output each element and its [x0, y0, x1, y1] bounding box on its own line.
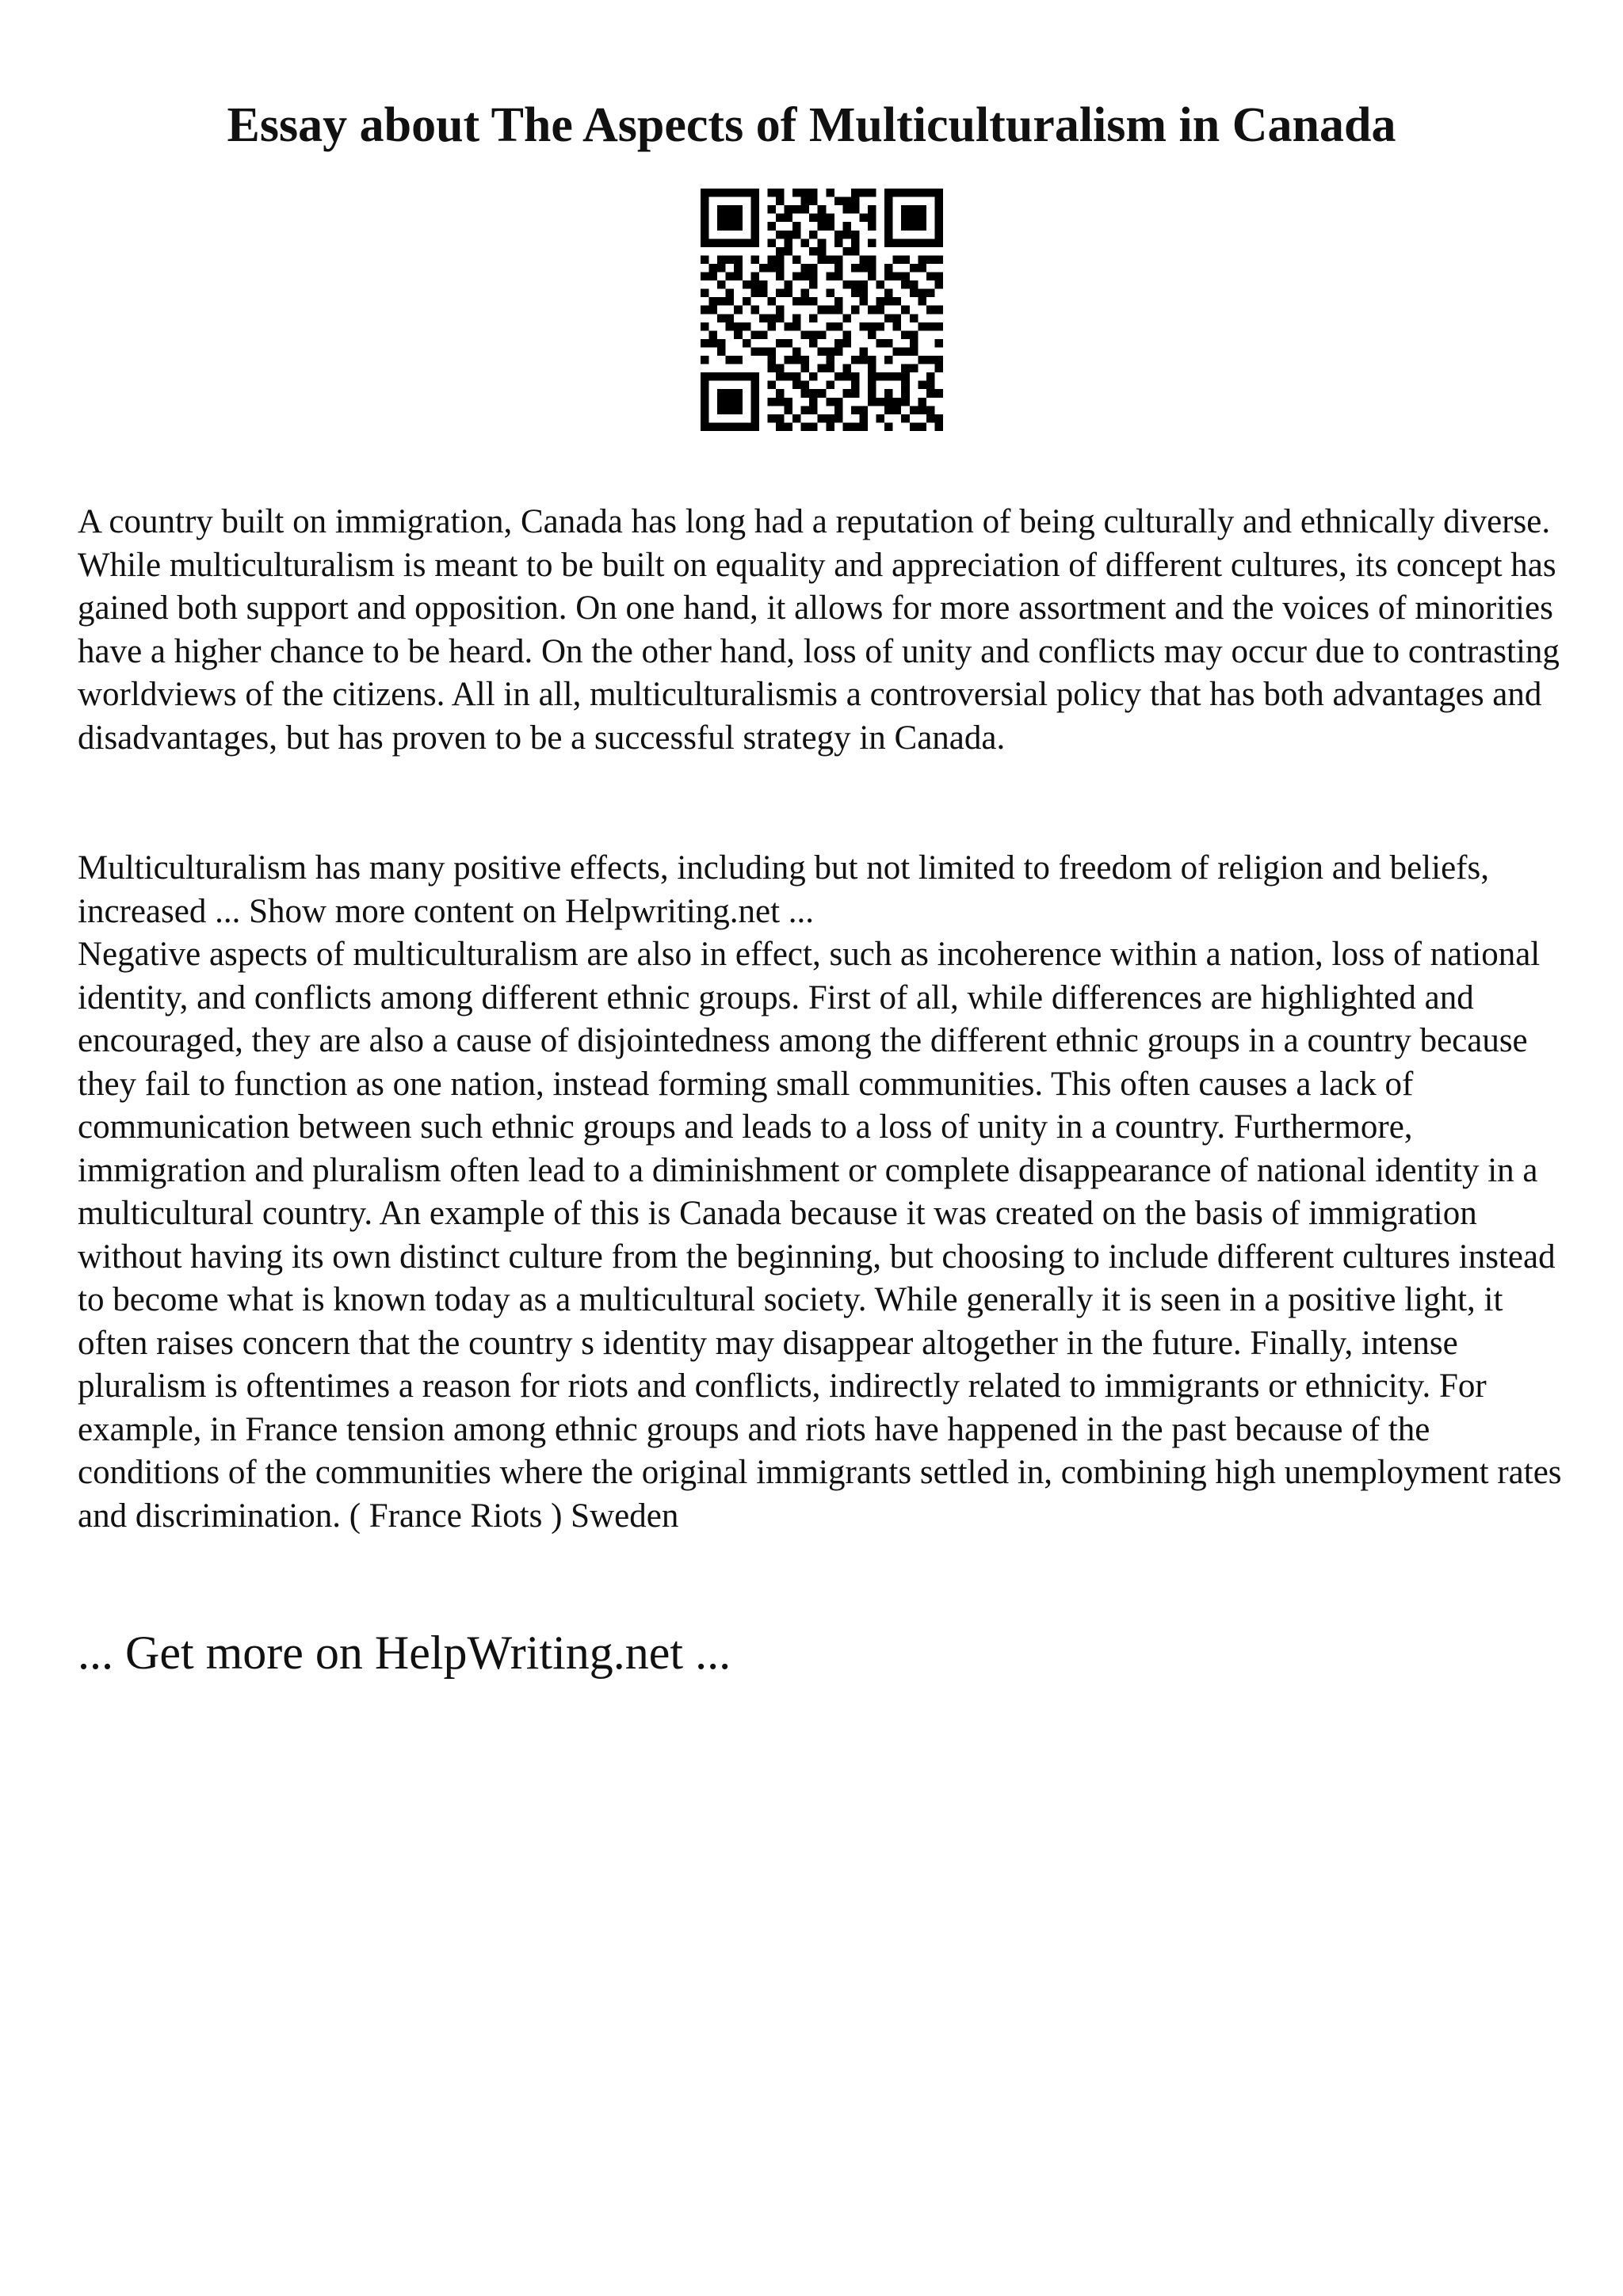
positive-effects-paragraph: Multiculturalism has many positive effects, including but not limited to freedom of religion and beliefs, increased ... Show more content on Helpwriting.net ...	[78, 849, 1489, 930]
qr-code-icon	[701, 189, 943, 431]
intro-paragraph: A country built on immigration, Canada has long had a reputation of being culturally and ethnically diverse. While multiculturalism is meant to be built on equality and appreciation of different cultures, its concept has gained both support and opposition. On one hand, it allows for more assortment and the voices of minorities have a higher chance to be heard. On the other hand, loss of unity and conflicts may occur due to contrasting worldviews of the citizens. All in all, multiculturalismis a controversial policy that has both advantages and disadvantages, but has proven to be a successful strategy in Canada.	[78, 503, 1560, 757]
get-more-link[interactable]: ... Get more on HelpWriting.net ...	[78, 1627, 731, 1679]
page-title: Essay about The Aspects of Multiculturalism in Canada	[227, 98, 1396, 152]
negative-aspects-paragraph: Negative aspects of multiculturalism are also in effect, such as incoherence within a nation, loss of national identity, and conflicts among different ethnic groups. First of all, while differences are highlighted and encouraged, they are also a cause of disjointedness among the different ethnic groups in a country because they fail to function as one nation, instead forming small communities. This often causes a lack of communication between such ethnic groups and leads to a loss of unity in a country. Furthermore, immigration and pluralism often lead to a diminishment or complete disappearance of national identity in a multicultural country. An example of this is Canada because it was created on the basis of immigration without having its own distinct culture from the beginning, but choosing to include different cultures instead to become what is known today as a multicultural society. While generally it is seen in a positive light, it often raises concern that the country s identity may disappear altogether in the future. Finally, intense pluralism is oftentimes a reason for riots and conflicts, indirectly related to immigrants or ethnicity. For example, in France tension among ethnic groups and riots have happened in the past because of the conditions of the communities where the original immigrants settled in, combining high unemployment rates and discrimination. ( France Riots ) Sweden	[78, 936, 1562, 1535]
